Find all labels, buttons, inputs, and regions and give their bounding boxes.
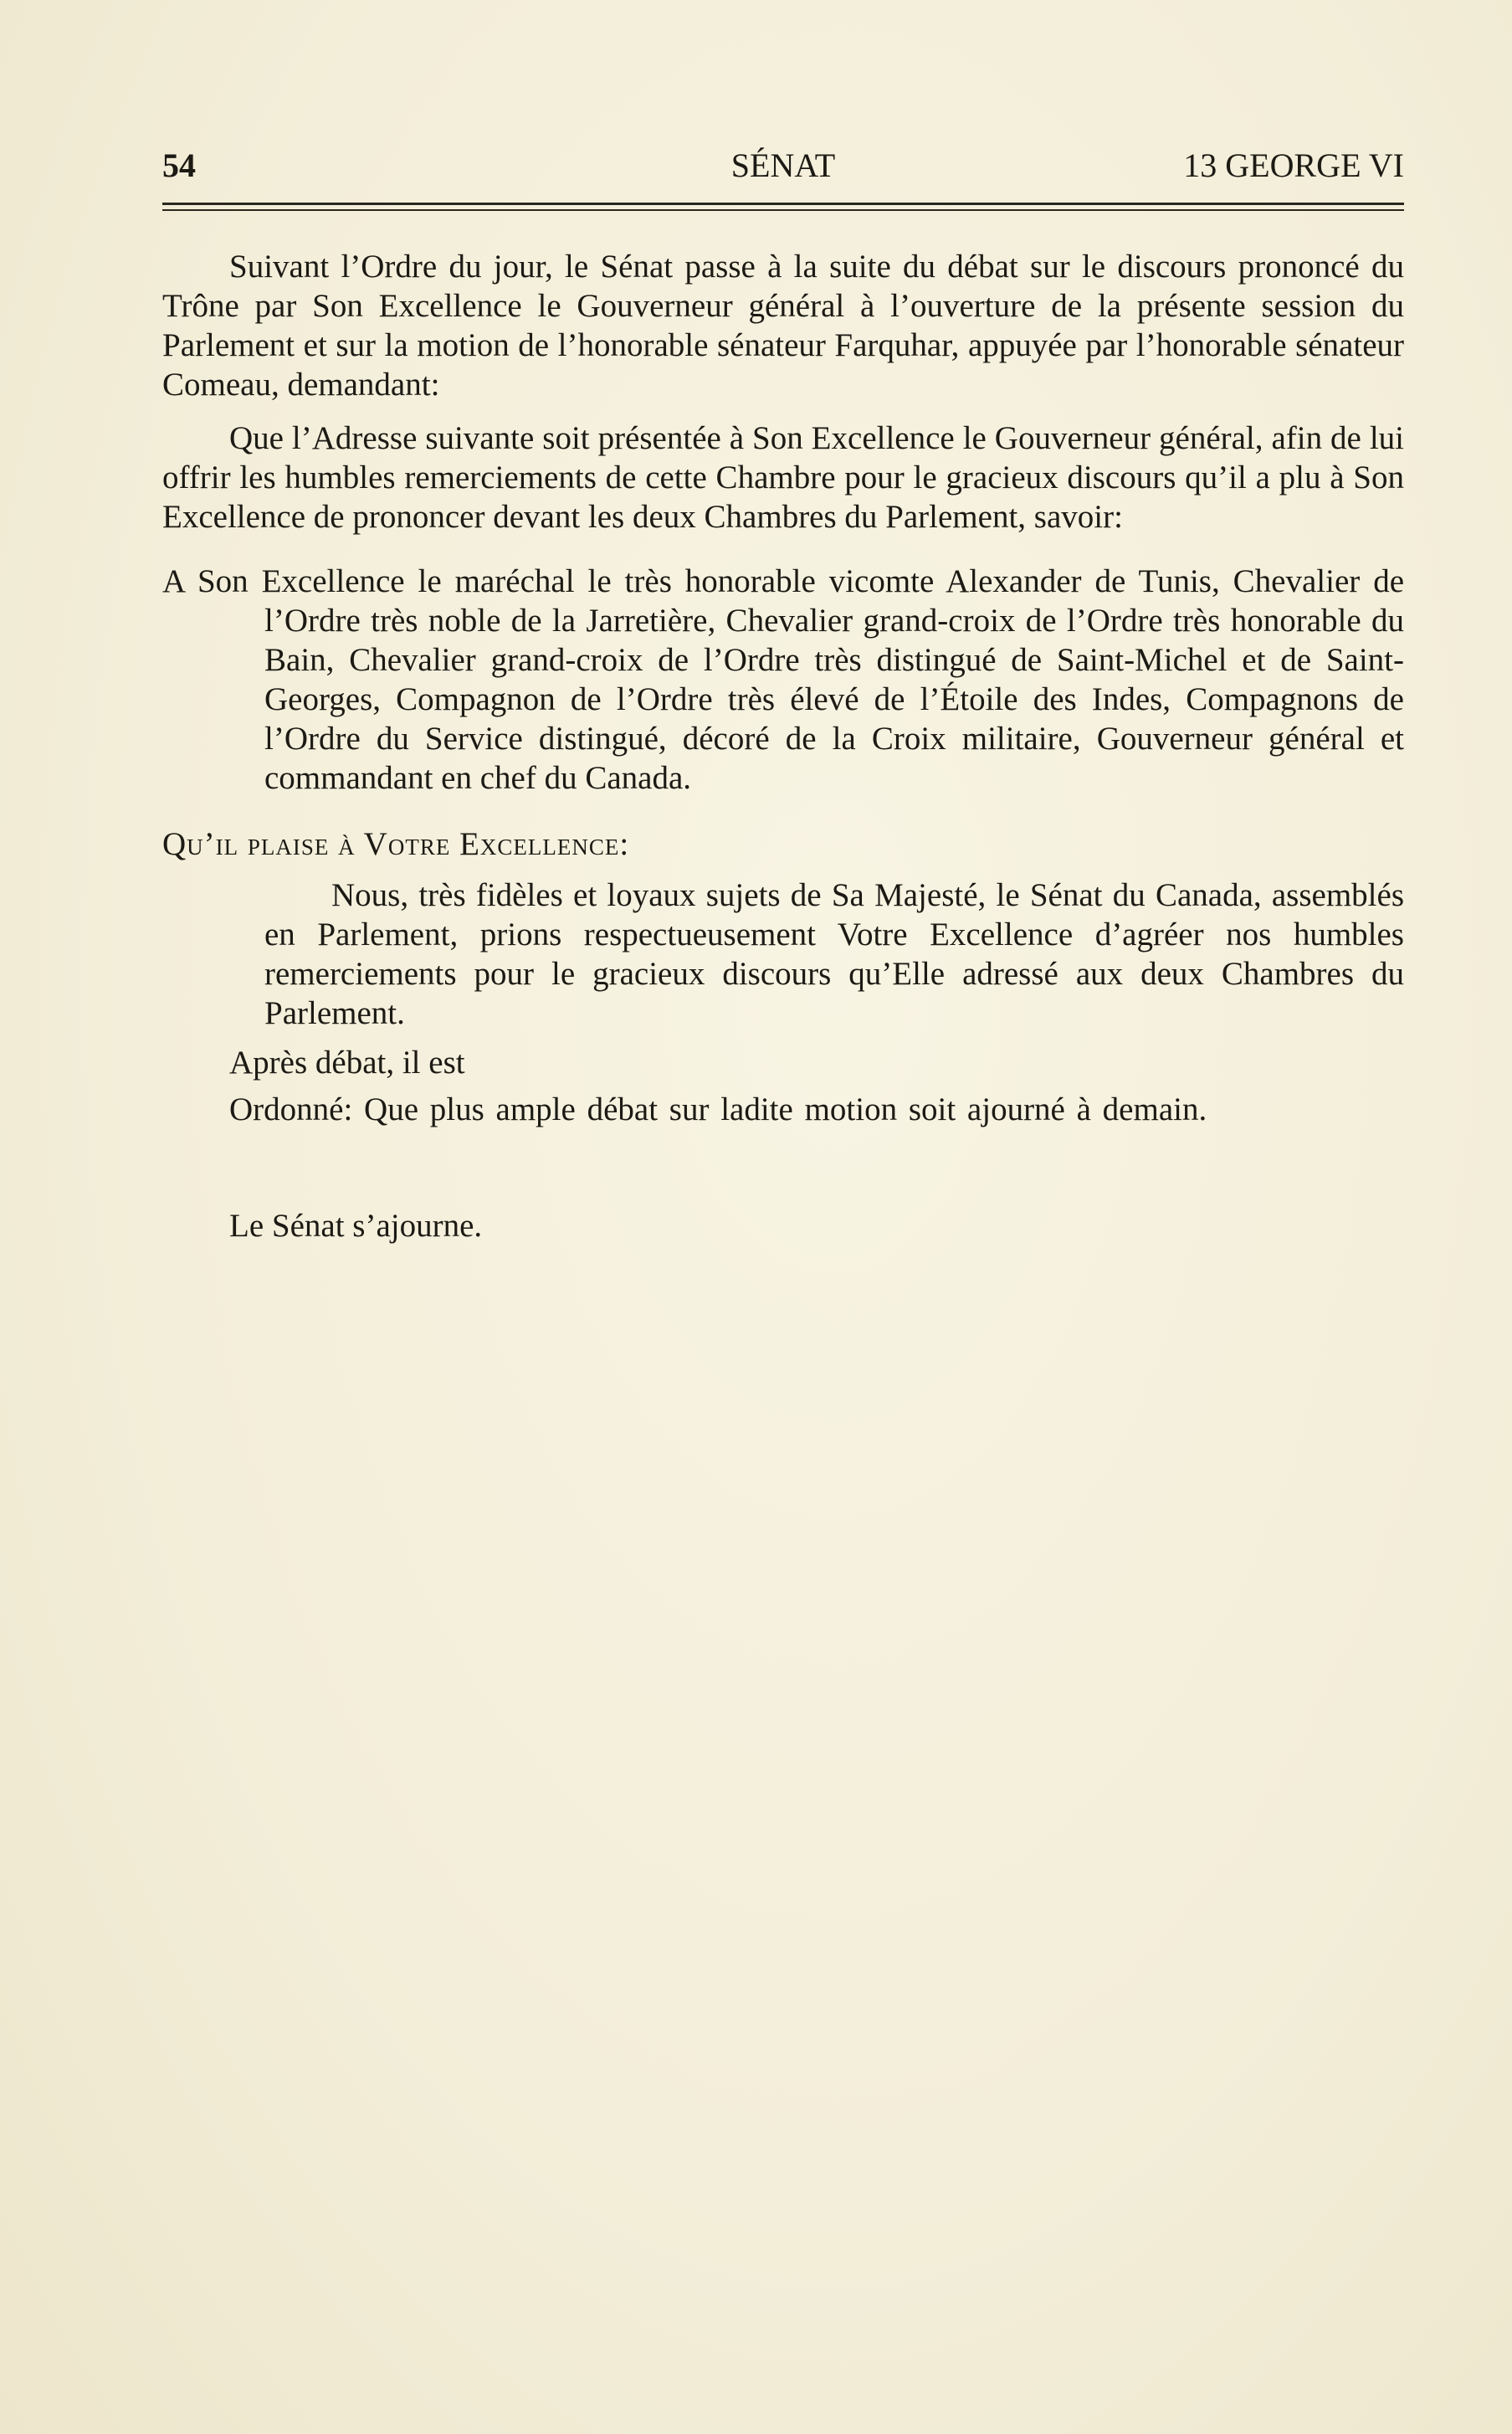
paragraph-motion: Que l’Adresse suivante soit présentée à Son Excellence le Gouverneur général, afin de lui offrir les humbles remerciements de cette Chambre pour le gracieux discours qu’il a plu à Son Excellence de prononcer devant les deux Chambres du Parlement, savoir: <box>162 420 1404 535</box>
header-regnal-year: 13 GEORGE VI <box>1183 146 1404 184</box>
header-rule-thin <box>162 209 1404 211</box>
paragraph-prayer: Nous, très fidèles et loyaux sujets de Sa Majesté, le Sénat du Canada, assemblés en Parlement, prions respectueusement Votre Excellence d’agréer nos humbles remerciements pour le gracieux discours qu’Elle adressé aux deux Chambres du Parlement. <box>264 877 1404 1031</box>
adjournment-line: Le Sénat s’ajourne. <box>229 1208 483 1244</box>
page-number: 54 <box>162 146 196 184</box>
paragraph-address: A Son Excellence le maréchal le très honorable vicomte Alexander de Tunis, Chevalier de l’Ordre très noble de la Jarretière, Chevalier grand-croix de l’Ordre très honorable du Bain, Chevalier grand-croix de l’Ordre très distingué de Saint-Michel et de Saint-Georges, Compagnon de l’Ordre très élevé de l’Étoile des Indes, Compagnons de l’Ordre du Service distingué, décoré de la Croix militaire, Gouverneur général et commandant en chef du Canada. <box>162 563 1404 796</box>
document-body <box>162 247 1404 1245</box>
header-title: SÉNAT <box>730 146 836 184</box>
after-debate-line: Après débat, il est <box>229 1045 465 1081</box>
running-header <box>162 141 1404 191</box>
salutation: Qu’il plaise à Votre Excellence: <box>162 826 630 862</box>
header-rule-thick <box>162 203 1404 205</box>
paragraph-intro: Suivant l’Ordre du jour, le Sénat passe à la suite du débat sur le discours prononcé du Trône par Son Excellence le Gouverneur général à l’ouverture de la présente session du Parlement et sur la motion de l’honorable sénateur Farquhar, appuyée par l’honorable sénateur Comeau, demandant: <box>162 249 1404 403</box>
order-line: Ordonné: Que plus ample débat sur ladite motion soit ajourné à demain. <box>229 1091 1207 1127</box>
